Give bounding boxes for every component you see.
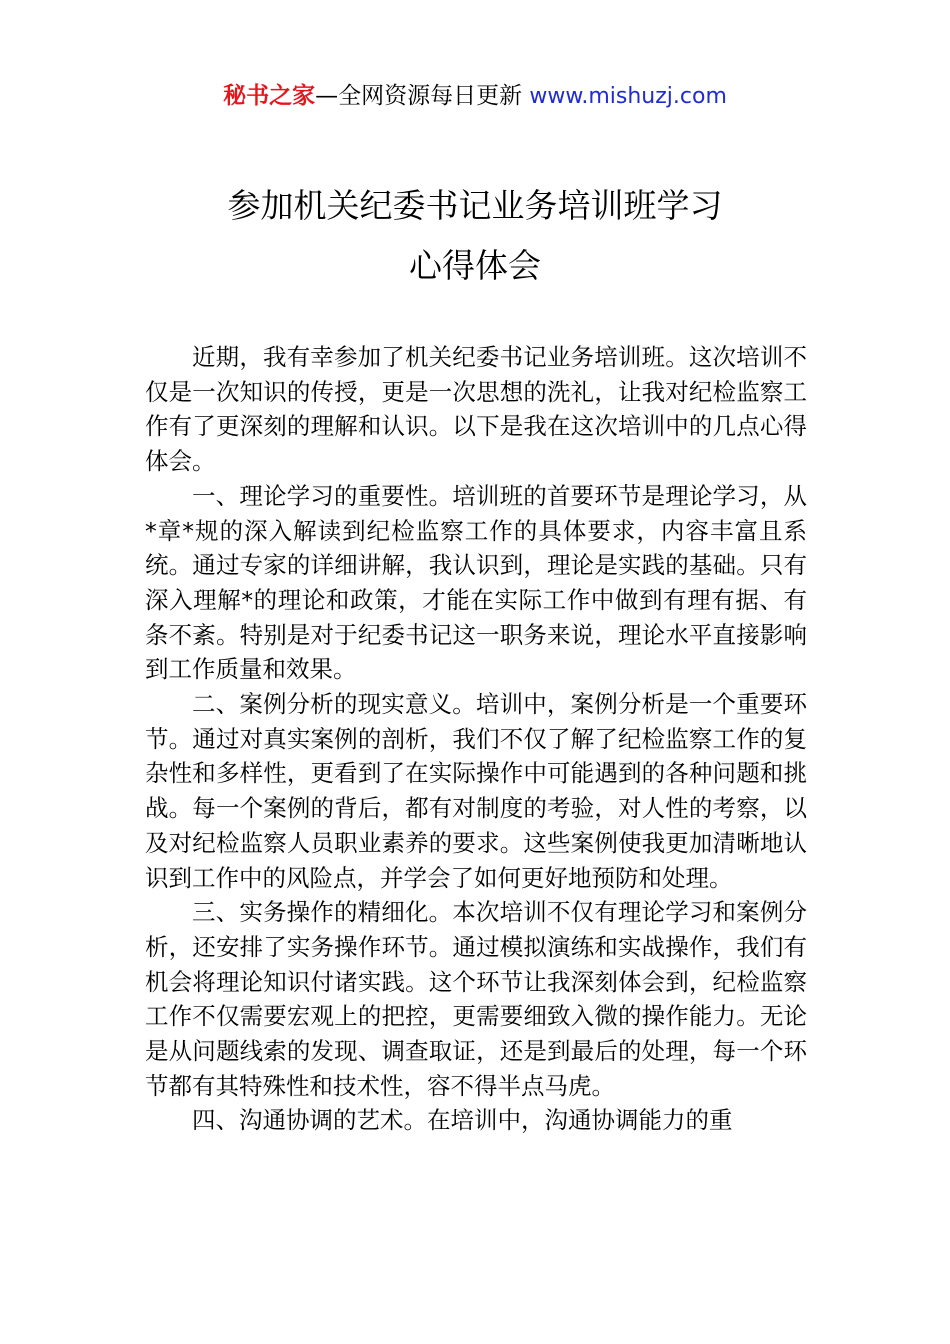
paragraph-intro: 近期，我有幸参加了机关纪委书记业务培训班。这次培训不仅是一次知识的传授，更是一次思想的洗礼，让我对纪检监察工作有了更深刻的理解和认识。以下是我在这次培训中的几点心得体会。: [145, 343, 807, 476]
paragraph-section-4: 四、沟通协调的艺术。在培训中，沟通协调能力的重: [192, 1106, 733, 1135]
document-title: [0, 176, 950, 296]
site-header: [0, 78, 950, 115]
paragraph-section-2: 二、案例分析的现实意义。培训中，案例分析是一个重要环节。通过对真实案例的剖析，我们不仅了解了纪检监察工作的复杂性和多样性，更看到了在实际操作中可能遇到的各种问题和挑战。每一个案例的背后，都有对制度的考验，对人性的考察，以及对纪检监察人员职业素养的要求。这些案例使我更加清晰地认识到工作中的风险点，并学会了如何更好地预防和处理。: [145, 690, 807, 892]
site-tagline: —全网资源每日更新: [315, 83, 530, 109]
title-line-2: 心得体会: [409, 246, 541, 285]
document-body: [145, 340, 807, 1138]
paragraph-section-1: 一、理论学习的重要性。培训班的首要环节是理论学习，从*章*规的深入解读到纪检监察工作的具体要求，内容丰富且系统。通过专家的详细讲解，我认识到，理论是实践的基础。只有深入理解*的理论和政策，才能在实际工作中做到有理有据、有条不紊。特别是对于纪委书记这一职务来说，理论水平直接影响到工作质量和效果。: [145, 481, 807, 684]
site-url-link[interactable]: www.mishuzj.com: [529, 84, 727, 109]
site-brand: 秘书之家: [223, 83, 316, 109]
title-line-1: 参加机关纪委书记业务培训班学习: [227, 186, 723, 225]
paragraph-section-3: 三、实务操作的精细化。本次培训不仅有理论学习和案例分析，还安排了实务操作环节。通过模拟演练和实战操作，我们有机会将理论知识付诸实践。这个环节让我深刻体会到，纪检监察工作不仅需要宏观上的把控，更需要细致入微的操作能力。无论是从问题线索的发现、调查取证，还是到最后的处理，每一个环节都有其特殊性和技术性，容不得半点马虎。: [145, 898, 807, 1100]
